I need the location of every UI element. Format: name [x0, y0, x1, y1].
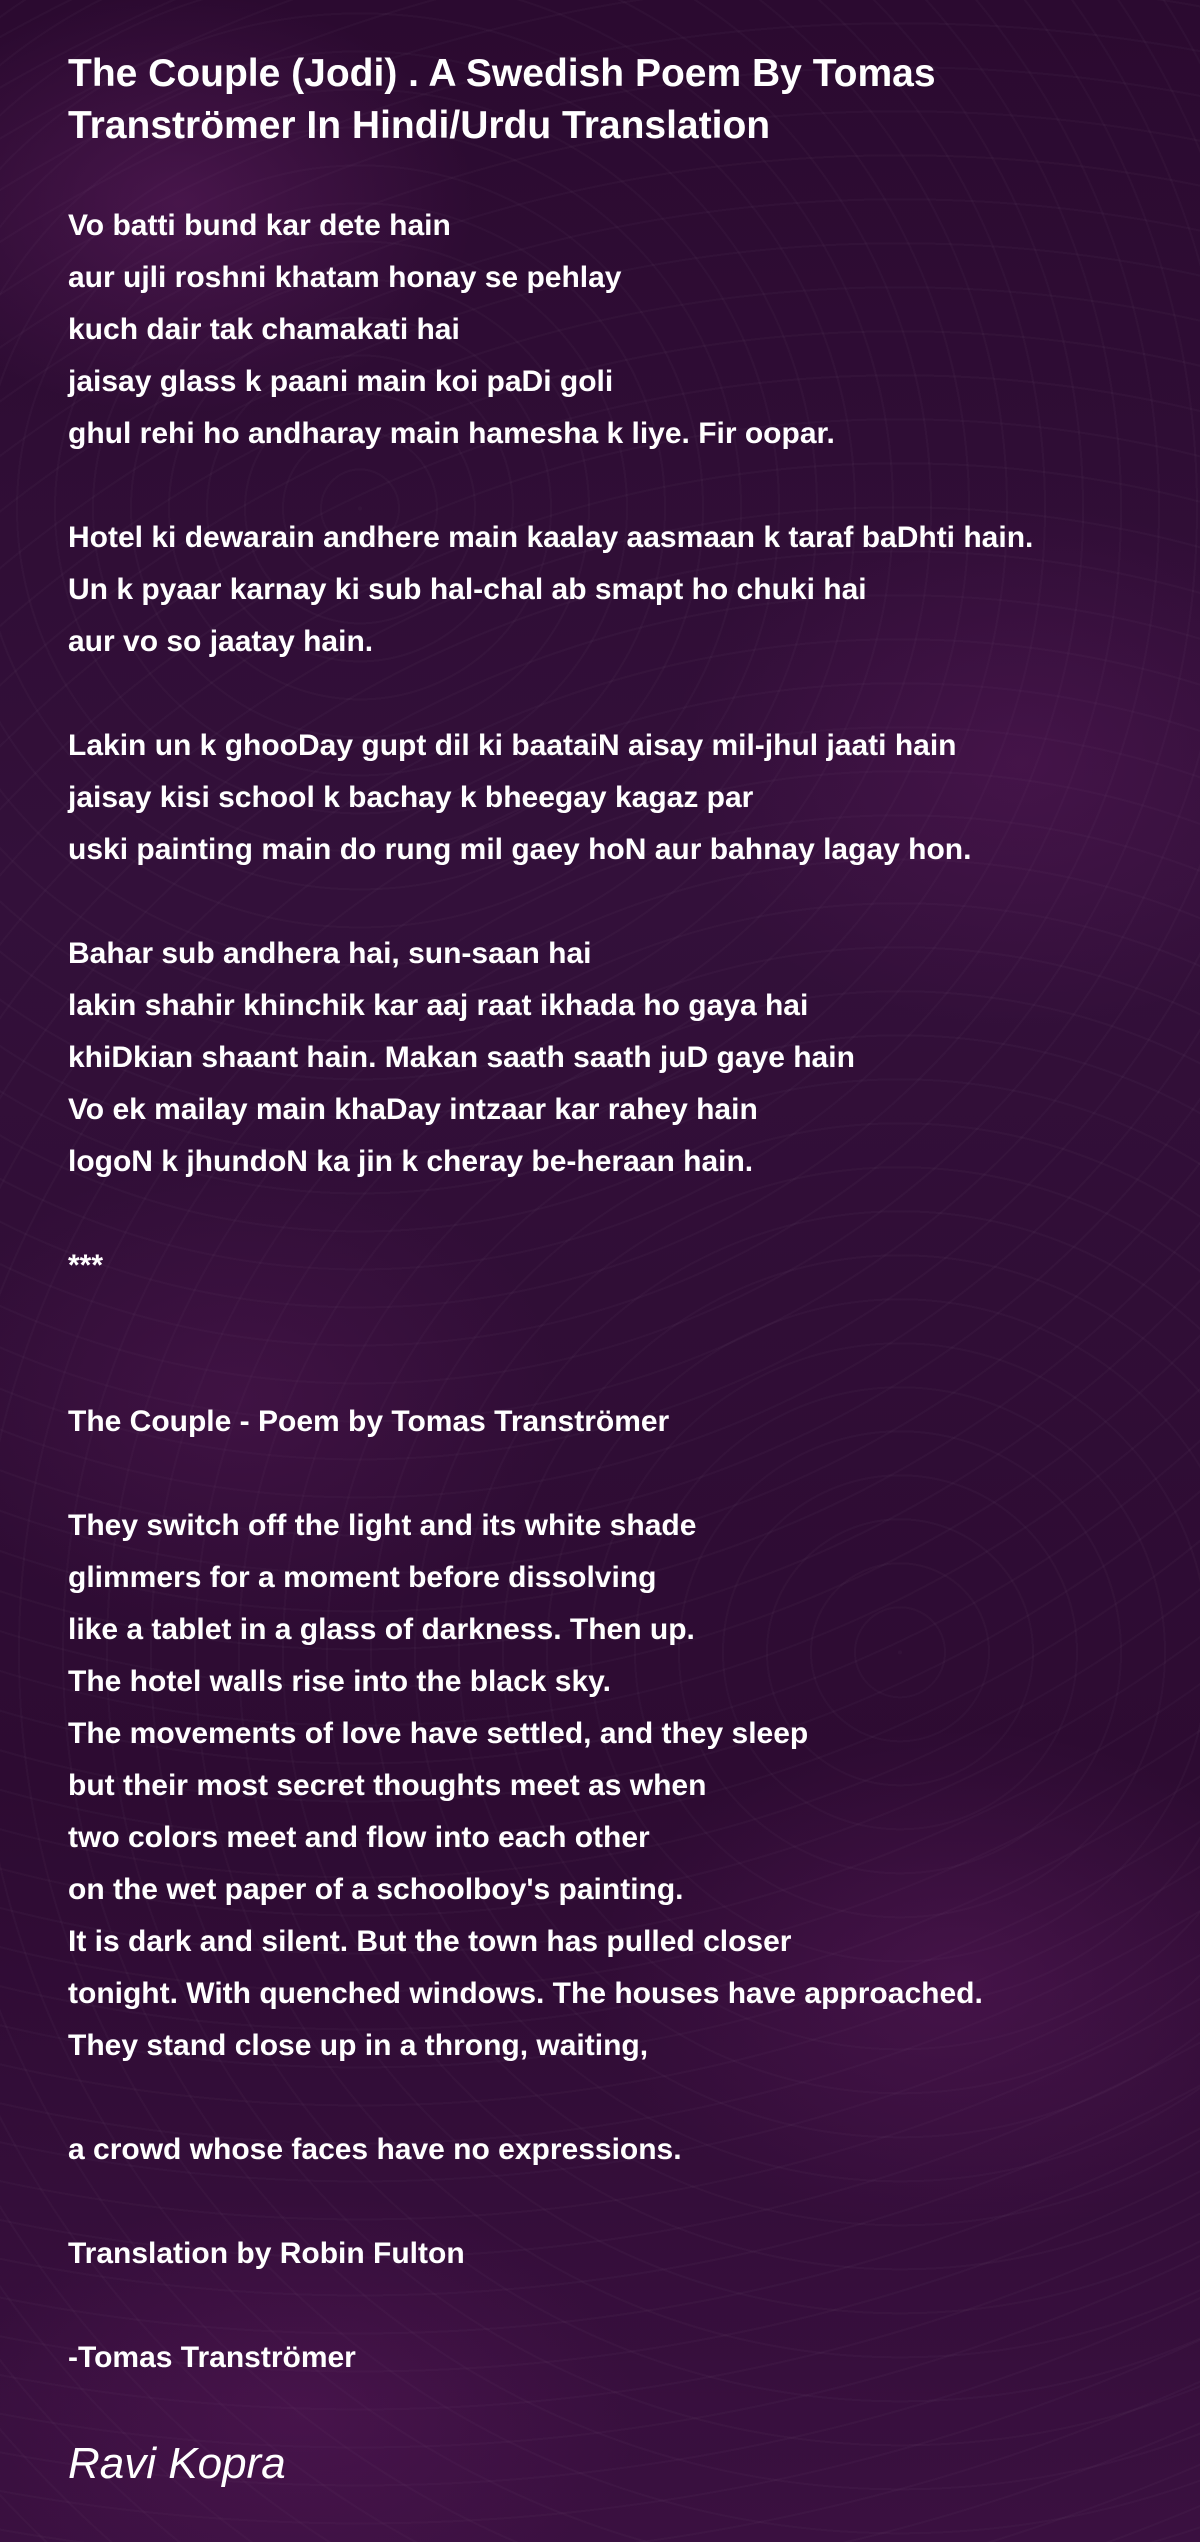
poem-line: a crowd whose faces have no expressions.: [68, 2133, 682, 2166]
stanza-break: [68, 1292, 1168, 1344]
stanza-break: [68, 460, 1168, 512]
stanza-break: [68, 1344, 1168, 1396]
poem-line: uski painting main do rung mil gaey hoN aur bahnay lagay hon.: [68, 833, 972, 866]
poem-body: [68, 200, 1168, 2384]
poem-line: They switch off the light and its white shade: [68, 1509, 697, 1542]
poem-line: lakin shahir khinchik kar aaj raat ikhada ho gaya hai: [68, 989, 809, 1022]
poem-line: Translation by Robin Fulton: [68, 2237, 465, 2270]
poem-line: jaisay kisi school k bachay k bheegay kagaz par: [68, 781, 754, 814]
stanza-break: [68, 668, 1168, 720]
poem-line: Un k pyaar karnay ki sub hal-chal ab smapt ho chuki hai: [68, 573, 867, 606]
poem-line: ghul rehi ho andharay main hamesha k liye. Fir oopar.: [68, 417, 835, 450]
poem-line: khiDkian shaant hain. Makan saath saath juD gaye hain: [68, 1041, 855, 1074]
poem-line: aur ujli roshni khatam honay se pehlay: [68, 261, 622, 294]
poem-line: -Tomas Tranströmer: [68, 2341, 356, 2374]
poem-line: Vo batti bund kar dete hain: [68, 209, 451, 242]
poem-line: The movements of love have settled, and they sleep: [68, 1717, 809, 1750]
poem-line: Vo ek mailay main khaDay intzaar kar rahey hain: [68, 1093, 758, 1126]
poem-line: The hotel walls rise into the black sky.: [68, 1665, 611, 1698]
stanza-break: [68, 876, 1168, 928]
poem-line: The Couple - Poem by Tomas Tranströmer: [68, 1405, 670, 1438]
stanza-break: [68, 2176, 1168, 2228]
stanza-break: [68, 1448, 1168, 1500]
stanza-break: [68, 1188, 1168, 1240]
poem-line: Hotel ki dewarain andhere main kaalay aasmaan k taraf baDhti hain.: [68, 521, 1034, 554]
poem-line: They stand close up in a throng, waiting,: [68, 2029, 649, 2062]
poem-line: but their most secret thoughts meet as when: [68, 1769, 707, 1802]
author-signature: Ravi Kopra: [68, 2439, 286, 2488]
stanza-break: [68, 2072, 1168, 2124]
poem-line: jaisay glass k paani main koi paDi goli: [68, 365, 614, 398]
poem-line: kuch dair tak chamakati hai: [68, 313, 460, 346]
stanza-break: [68, 2280, 1168, 2332]
poem-title: The Couple (Jodi) . A Swedish Poem By Tomas Tranströmer In Hindi/Urdu Translation: [68, 52, 936, 147]
poem-line: It is dark and silent. But the town has pulled closer: [68, 1925, 792, 1958]
poem-line: on the wet paper of a schoolboy's painting.: [68, 1873, 684, 1906]
poem-line: aur vo so jaatay hain.: [68, 625, 374, 658]
poem-line: tonight. With quenched windows. The houses have approached.: [68, 1977, 983, 2010]
poem-line: two colors meet and flow into each other: [68, 1821, 650, 1854]
poem-line: Lakin un k ghooDay gupt dil ki baataiN aisay mil-jhul jaati hain: [68, 729, 957, 762]
poem-line: logoN k jhundoN ka jin k cheray be-heraan hain.: [68, 1145, 754, 1178]
poem-line: like a tablet in a glass of darkness. Then up.: [68, 1613, 695, 1646]
poem-line: ***: [68, 1249, 104, 1282]
poem-line: Bahar sub andhera hai, sun-saan hai: [68, 937, 592, 970]
poem-line: glimmers for a moment before dissolving: [68, 1561, 657, 1594]
